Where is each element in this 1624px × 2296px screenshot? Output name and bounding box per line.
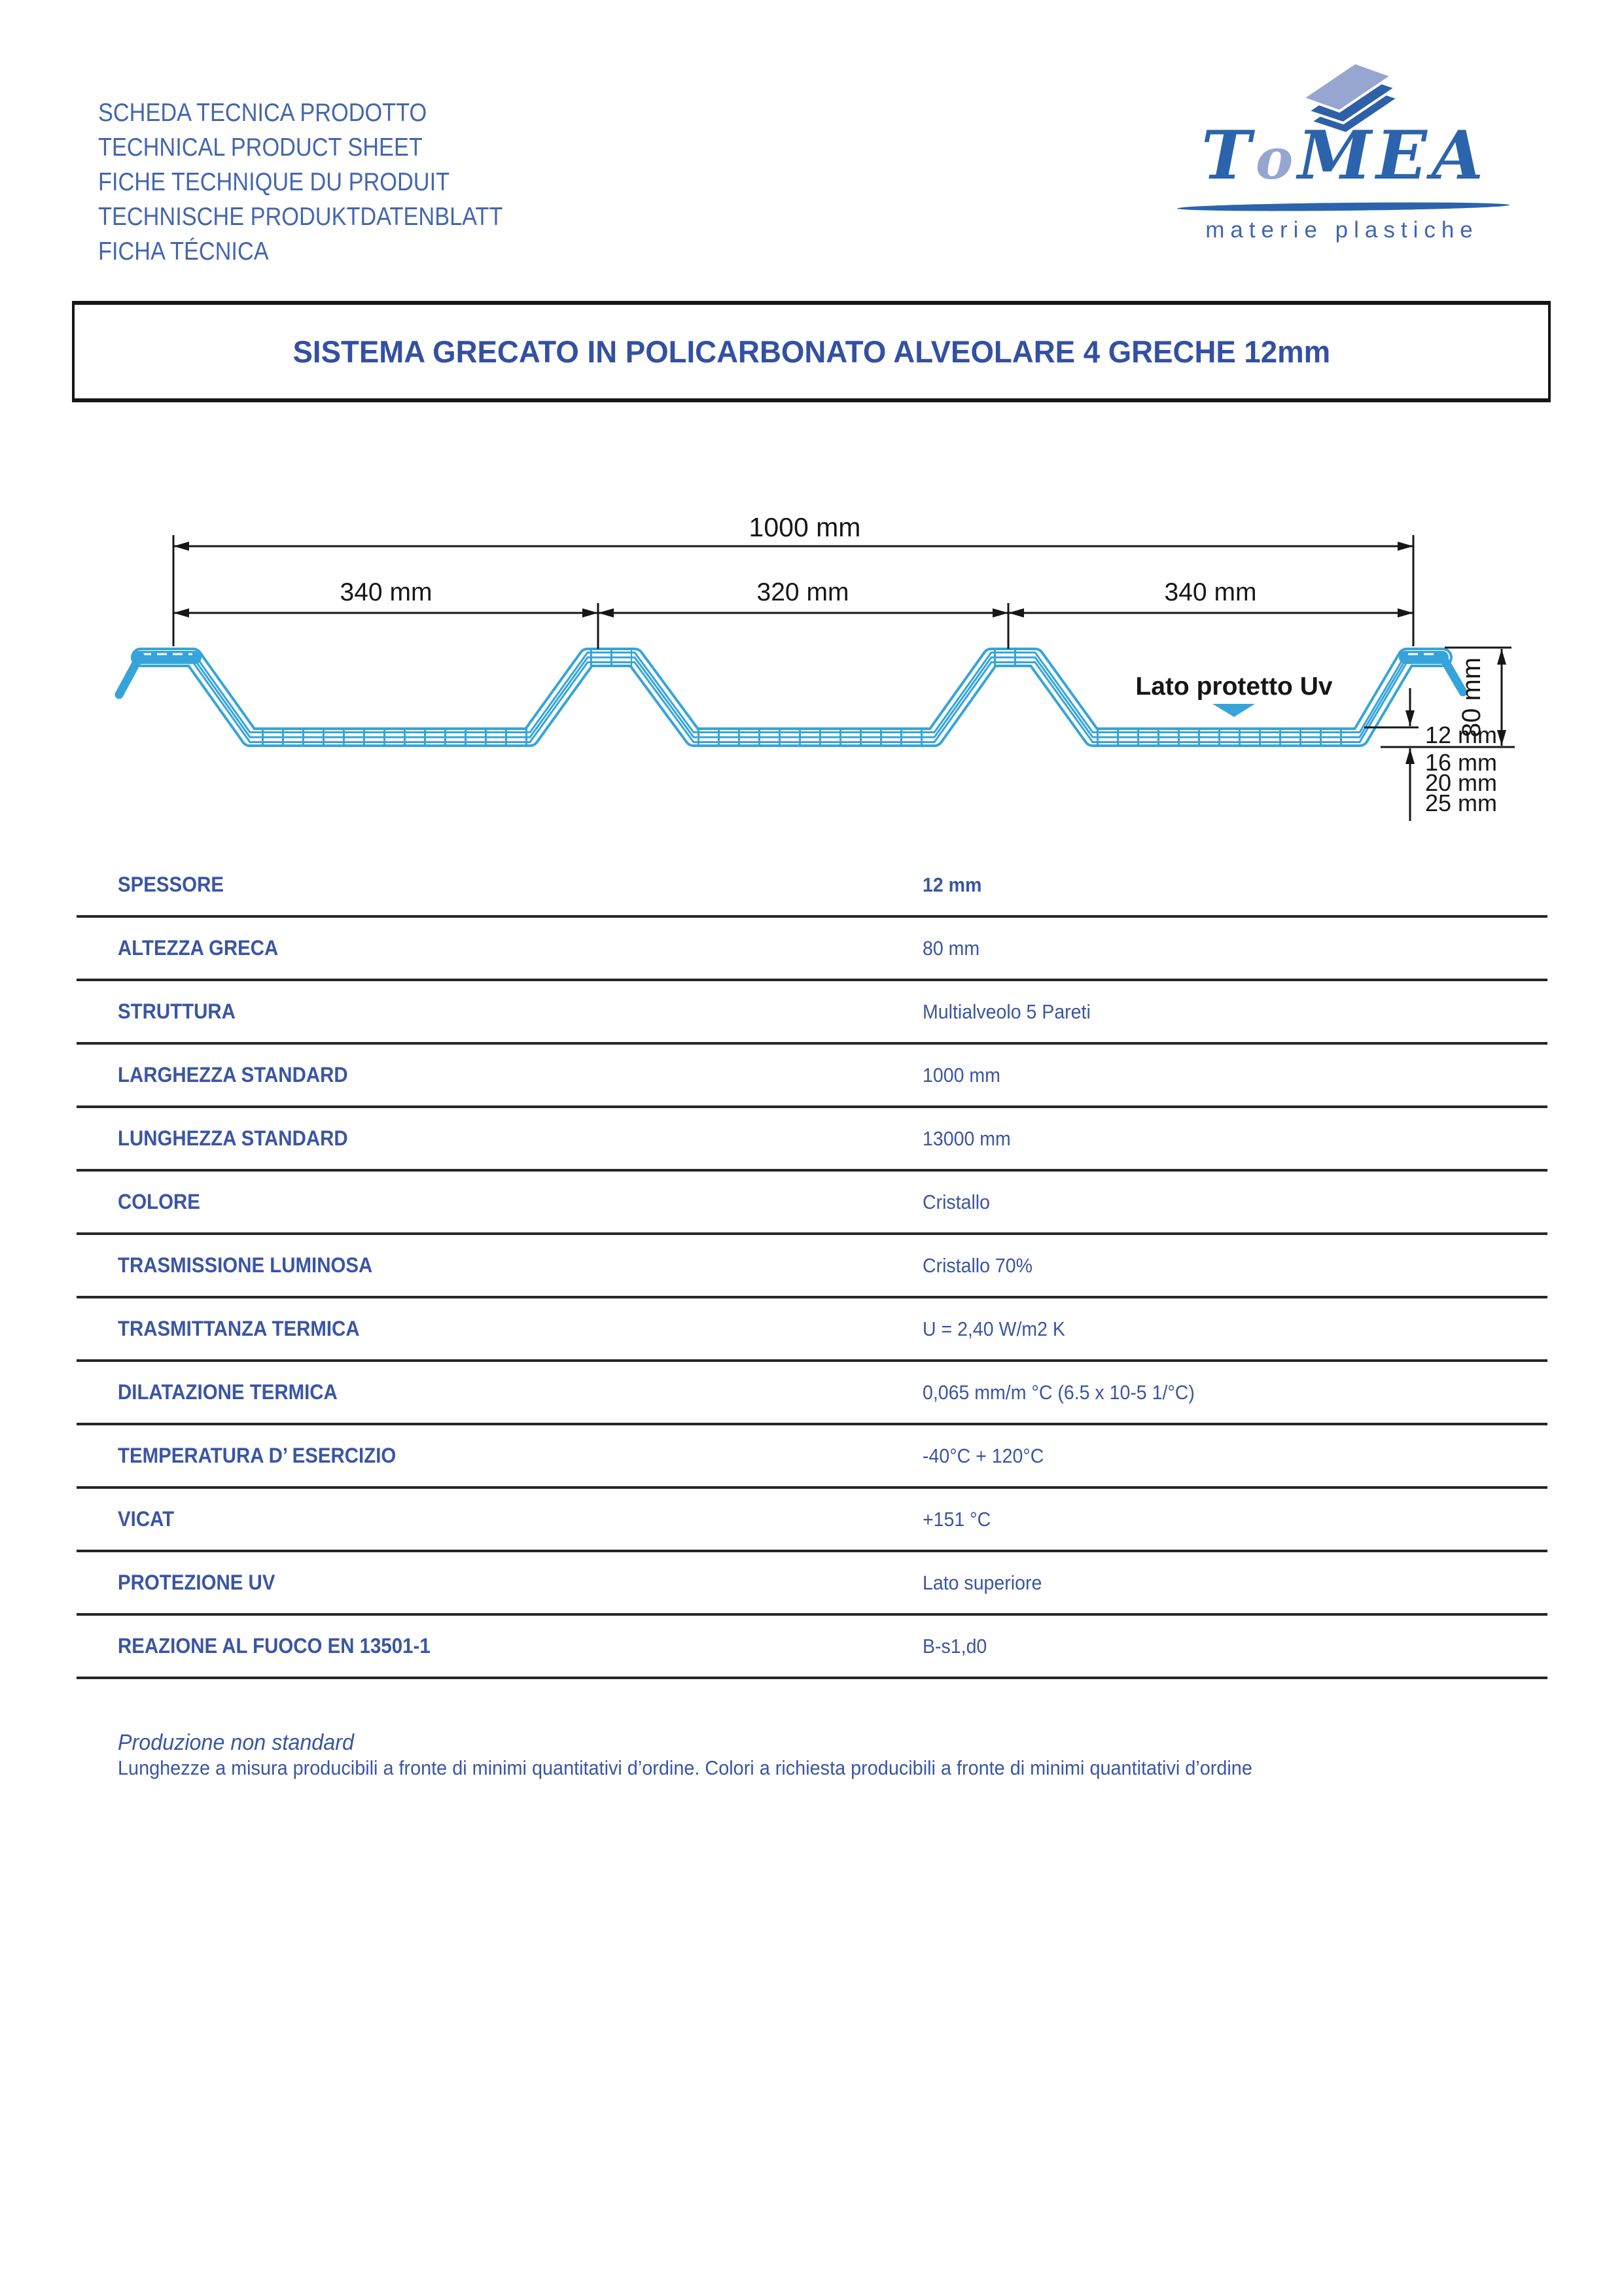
table-row (77, 854, 1547, 918)
header-languages (98, 96, 503, 269)
spec-value: +151 °C (923, 1507, 991, 1531)
dim-340-left-label: 340 mm (340, 578, 432, 606)
spec-value: 12 mm (923, 873, 982, 896)
spec-label: REAZIONE AL FUOCO EN 13501-1 (118, 1634, 431, 1658)
spec-value: Cristallo (923, 1190, 991, 1213)
table-row (77, 1489, 1547, 1552)
spec-label: ALTEZZA GRECA (118, 936, 279, 960)
header-line-de: TECHNISCHE PRODUKTDATENBLATT (98, 203, 503, 231)
profile-diagram (72, 484, 1552, 850)
spec-value: Cristallo 70% (923, 1253, 1033, 1277)
uv-direction-triangle-icon (1212, 704, 1255, 717)
spec-label: PROTEZIONE UV (118, 1571, 275, 1594)
table-row (77, 1425, 1547, 1489)
spec-label: LARGHEZZA STANDARD (118, 1063, 348, 1087)
table-row (77, 1108, 1547, 1172)
table-row (77, 918, 1547, 981)
spec-label: TEMPERATURA D’ ESERCIZIO (118, 1444, 397, 1467)
note-body: Lunghezze a misura producibili a fronte di minimi quantitativi d’ordine. Colori a richiesta producibili a fronte di minimi quantitativi d’ordine (118, 1756, 1252, 1779)
thickness-20mm-label: 20 mm (1425, 769, 1498, 796)
logo-tagline: materie plastiche (1205, 217, 1479, 243)
thickness-16mm-label: 16 mm (1425, 749, 1498, 776)
table-row (77, 1362, 1547, 1425)
header-line-it: SCHEDA TECNICA PRODOTTO (98, 99, 427, 127)
header-line-es: FICHA TÉCNICA (98, 237, 269, 266)
page-title: SISTEMA GRECATO IN POLICARBONATO ALVEOLARE 4 GRECHE 12mm (292, 334, 1330, 369)
spec-value: 13000 mm (923, 1126, 1011, 1150)
brand-letter-o: o (1255, 126, 1298, 192)
uv-protected-side-label: Lato protetto Uv (1135, 672, 1333, 701)
thickness-12mm-label: 12 mm (1425, 722, 1498, 748)
spec-label: COLORE (118, 1190, 200, 1213)
table-row (77, 1298, 1547, 1362)
dim-320-label: 320 mm (756, 578, 849, 606)
spec-label: VICAT (118, 1507, 175, 1531)
dim-total-label: 1000 mm (749, 512, 861, 542)
brand-letter: T (1201, 116, 1256, 195)
production-notes (118, 1730, 1531, 1780)
spec-label: TRASMITTANZA TERMICA (118, 1317, 360, 1340)
spec-label: SPESSORE (118, 873, 224, 896)
company-logo (1174, 56, 1515, 252)
table-row (77, 1172, 1547, 1235)
logo-underline-swoosh (1177, 201, 1509, 212)
spec-value: 1000 mm (923, 1063, 1000, 1087)
spec-value: U = 2,40 W/m2 K (923, 1317, 1065, 1340)
spec-table (77, 854, 1547, 1679)
thickness-25mm-label: 25 mm (1425, 790, 1498, 816)
title-box (72, 301, 1551, 402)
spec-value: 80 mm (923, 936, 980, 960)
height-80mm-label: 80 mm (1457, 657, 1486, 738)
spec-label: TRASMISSIONE LUMINOSA (118, 1253, 373, 1277)
spec-value: 0,065 mm/m °C (6.5 x 10-5 1/°C) (923, 1380, 1195, 1404)
table-row (77, 1616, 1547, 1679)
spec-value: Multialveolo 5 Pareti (923, 1000, 1091, 1023)
header-line-fr: FICHE TECHNIQUE DU PRODUIT (98, 168, 450, 196)
spec-value: -40°C + 120°C (923, 1444, 1044, 1467)
header-line-en: TECHNICAL PRODUCT SHEET (98, 133, 423, 162)
table-row (77, 1045, 1547, 1108)
brand-letters: MEA (1297, 116, 1489, 195)
spec-label: LUNGHEZZA STANDARD (118, 1126, 348, 1150)
spec-value: Lato superiore (923, 1571, 1042, 1594)
logo-brand-text (1174, 116, 1515, 195)
dim-340-right-label: 340 mm (1164, 578, 1257, 606)
note-title: Produzione non standard (118, 1730, 354, 1755)
spec-label: STRUTTURA (118, 1000, 236, 1023)
left-flap (119, 656, 140, 695)
spec-label: DILATAZIONE TERMICA (118, 1380, 338, 1404)
table-row (77, 1552, 1547, 1616)
table-row (77, 1235, 1547, 1298)
spec-value: B-s1,d0 (923, 1634, 987, 1658)
table-row (77, 981, 1547, 1045)
dim-segments (173, 603, 1413, 649)
